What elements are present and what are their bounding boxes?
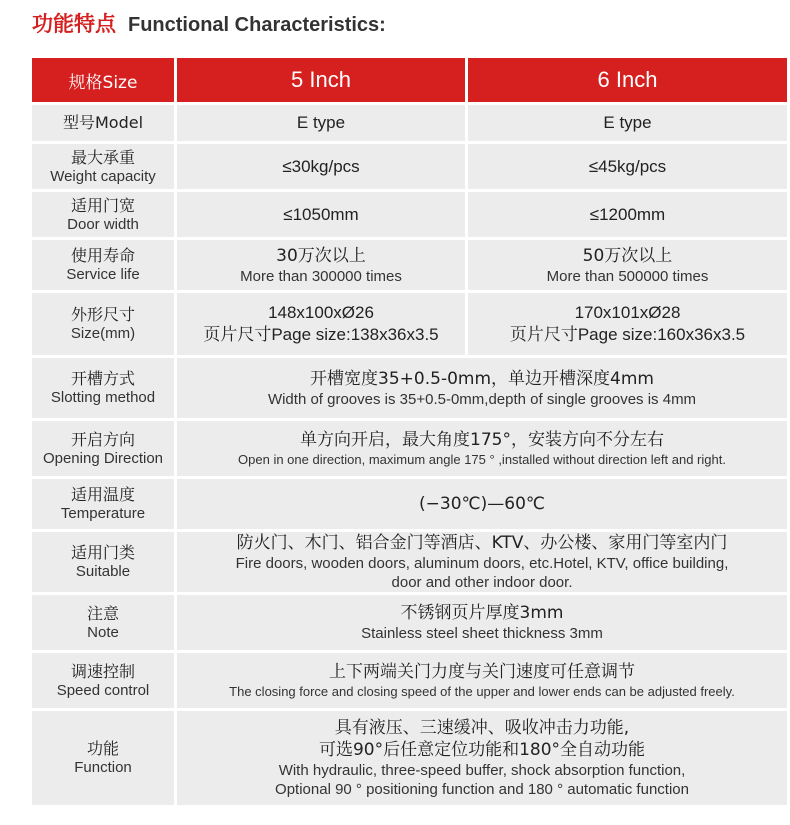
row-label: 外形尺寸 Size(mm) — [32, 293, 174, 355]
section-title — [32, 8, 386, 38]
table-header-row — [32, 58, 790, 102]
table-row-opening-direction — [32, 421, 790, 476]
value-shared: 不锈钢页片厚度3mm Stainless steel sheet thickness 3mm — [177, 595, 787, 650]
spec-table — [32, 58, 790, 808]
value-shared: 单方向开启，最大角度175°，安装方向不分左右 Open in one direction, maximum angle 175 ° ,installed without direction left and right. — [177, 421, 787, 476]
value-shared: (−30℃)—60℃ — [177, 479, 787, 529]
table-row-model — [32, 105, 790, 141]
title-english: Functional Characteristics: — [128, 14, 386, 36]
row-label: 适用门类 Suitable — [32, 532, 174, 592]
value-5-inch: ≤30kg/pcs — [177, 144, 465, 189]
value-5-inch: 30万次以上 More than 300000 times — [177, 240, 465, 290]
header-6-inch: 6 Inch — [468, 58, 787, 102]
title-chinese: 功能特点 — [32, 12, 116, 36]
table-row-slotting — [32, 358, 790, 418]
row-label: 开启方向 Opening Direction — [32, 421, 174, 476]
value-shared: 防火门、木门、铝合金门等酒店、KTV、办公楼、家用门等室内门 Fire doors, wooden doors, aluminum doors, etc.Hotel, KTV, office building, door and other indoor door. — [177, 532, 787, 592]
value-shared: 具有液压、三速缓冲、吸收冲击力功能, 可选90°后任意定位功能和180°全自动功能 With hydraulic, three-speed buffer, shock absorption function, Optional 90 ° positioning function and 180 ° automatic function — [177, 711, 787, 805]
value-5-inch: E type — [177, 105, 465, 141]
header-size: 规格Size — [32, 58, 174, 102]
table-row-function — [32, 711, 790, 805]
table-row-speed-control — [32, 653, 790, 708]
table-row-note — [32, 595, 790, 650]
row-label: 适用门宽 Door width — [32, 192, 174, 237]
value-shared: 开槽宽度35+0.5-0mm，单边开槽深度4mm Width of grooves is 35+0.5-0mm,depth of single grooves is 4mm — [177, 358, 787, 418]
value-6-inch: 50万次以上 More than 500000 times — [468, 240, 787, 290]
table-row-weight — [32, 144, 790, 189]
value-6-inch: ≤1200mm — [468, 192, 787, 237]
header-5-inch: 5 Inch — [177, 58, 465, 102]
row-label: 功能 Function — [32, 711, 174, 805]
row-label: 适用温度 Temperature — [32, 479, 174, 529]
value-6-inch: E type — [468, 105, 787, 141]
value-6-inch: ≤45kg/pcs — [468, 144, 787, 189]
row-label: 注意 Note — [32, 595, 174, 650]
row-label: 开槽方式 Slotting method — [32, 358, 174, 418]
table-row-suitable — [32, 532, 790, 592]
row-label: 型号Model — [32, 105, 174, 141]
value-6-inch: 170x101xØ28 页片尺寸Page size:160x36x3.5 — [468, 293, 787, 355]
value-shared: 上下两端关门力度与关门速度可任意调节 The closing force and closing speed of the upper and lower ends can be adjusted freely. — [177, 653, 787, 708]
table-row-service-life — [32, 240, 790, 290]
value-5-inch: 148x100xØ26 页片尺寸Page size:138x36x3.5 — [177, 293, 465, 355]
value-5-inch: ≤1050mm — [177, 192, 465, 237]
row-label: 调速控制 Speed control — [32, 653, 174, 708]
table-row-temperature — [32, 479, 790, 529]
row-label: 最大承重 Weight capacity — [32, 144, 174, 189]
row-label: 使用寿命 Service life — [32, 240, 174, 290]
table-row-size — [32, 293, 790, 355]
table-row-door-width — [32, 192, 790, 237]
